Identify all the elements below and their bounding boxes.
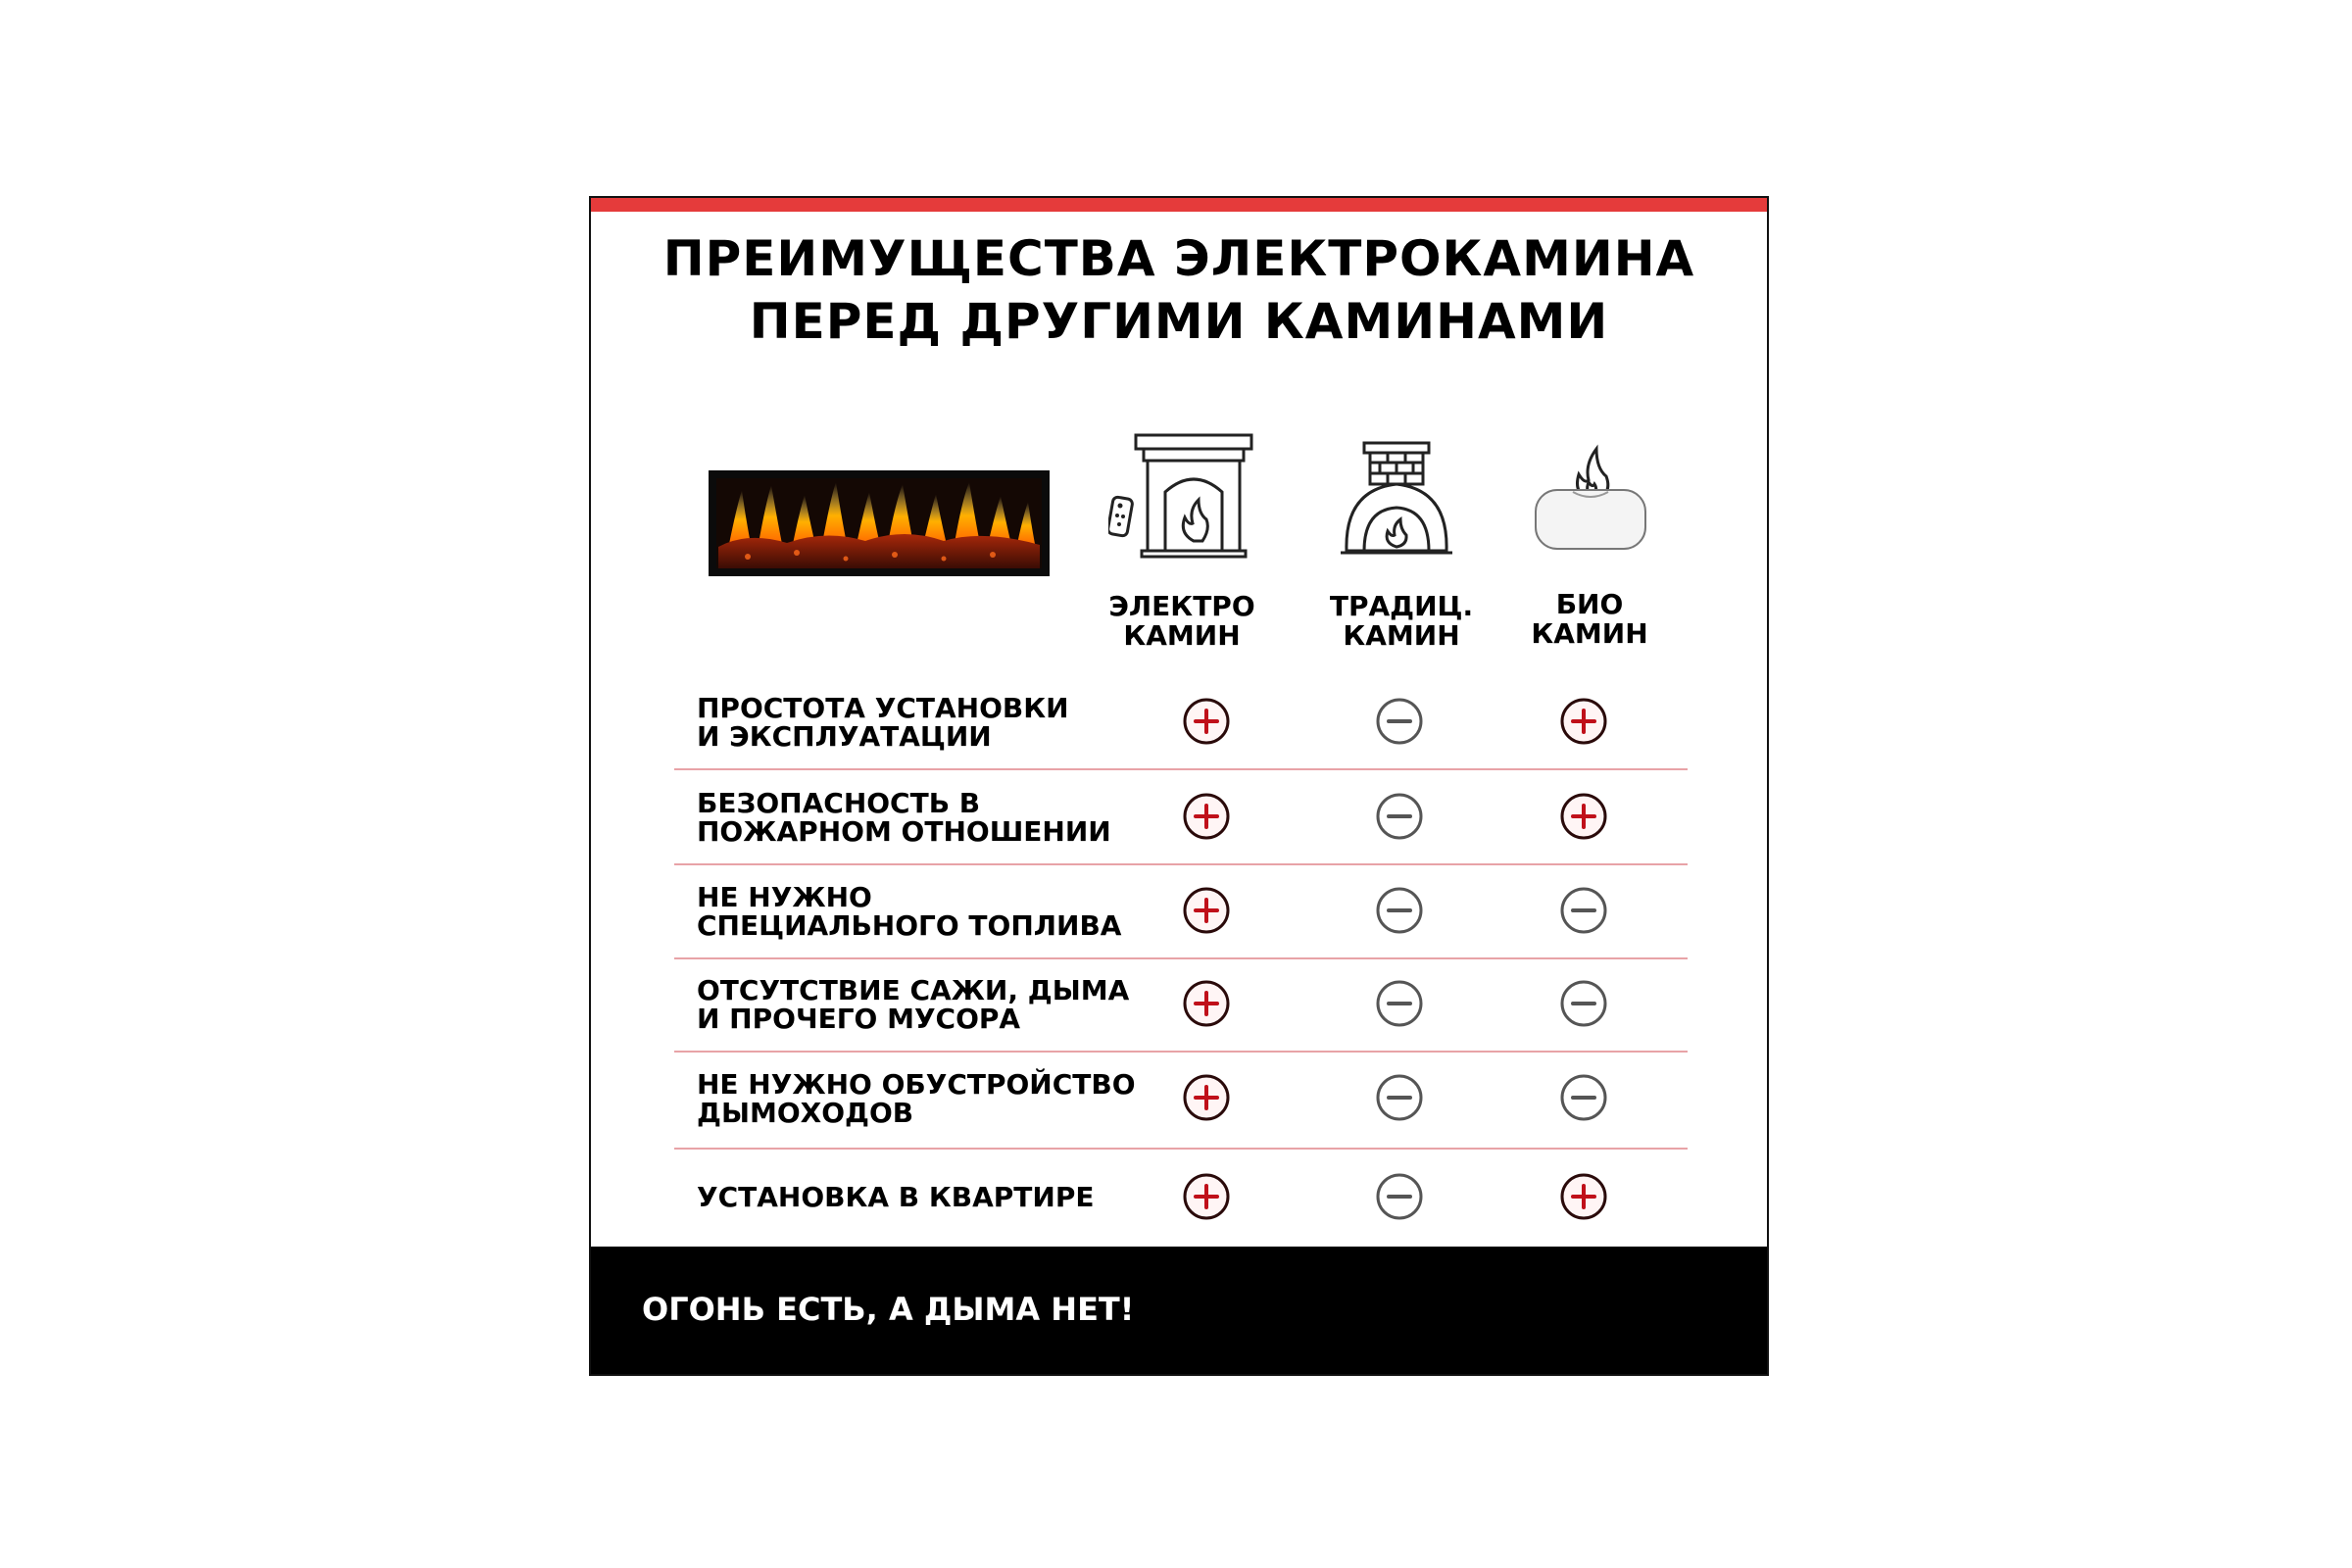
column-label-line: КАМИН: [1531, 617, 1648, 650]
row-label-line: УСТАНОВКА В КВАРТИРЕ: [697, 1181, 1095, 1213]
page-title: [591, 227, 1767, 353]
minus-icon: [1559, 979, 1608, 1028]
column-label-line: КАМИН: [1343, 619, 1460, 652]
plus-icon: [1182, 1172, 1231, 1221]
electric-fireplace-icon: [1108, 431, 1255, 559]
minus-icon: [1375, 979, 1424, 1028]
column-label-line: ЭЛЕКТРО: [1108, 590, 1255, 622]
bio-fireplace-icon: [1530, 441, 1651, 555]
row-label-line: И ЭКСПЛУАТАЦИИ: [697, 720, 992, 753]
row-label-line: ОТСУТСТВИЕ САЖИ, ДЫМА: [697, 974, 1130, 1006]
plus-icon: [1559, 697, 1608, 746]
column-label-traditional: [1303, 592, 1499, 651]
column-label-electric: [1084, 592, 1280, 651]
minus-icon: [1375, 1172, 1424, 1221]
footer-bar: [591, 1247, 1767, 1374]
title-line-2: ПЕРЕД ДРУГИМИ КАМИНАМИ: [749, 293, 1609, 350]
plus-icon: [1559, 1172, 1608, 1221]
column-label-line: БИО: [1555, 588, 1624, 620]
plus-icon: [1559, 792, 1608, 841]
plus-icon: [1182, 979, 1231, 1028]
minus-icon: [1375, 697, 1424, 746]
title-line-1: ПРЕИМУЩЕСТВА ЭЛЕКТРОКАМИНА: [662, 230, 1695, 287]
row-label-line: ДЫМОХОДОВ: [697, 1097, 914, 1129]
plus-icon: [1182, 792, 1231, 841]
row-separator: [674, 1148, 1688, 1150]
minus-icon: [1375, 1073, 1424, 1122]
plus-icon: [1182, 697, 1231, 746]
minus-icon: [1559, 886, 1608, 935]
minus-icon: [1559, 1073, 1608, 1122]
column-label-bio: [1492, 590, 1688, 649]
row-label-line: НЕ НУЖНО: [697, 881, 872, 913]
row-label-line: НЕ НУЖНО ОБУСТРОЙСТВО: [697, 1068, 1136, 1101]
row-label-line: ПРОСТОТА УСТАНОВКИ: [697, 692, 1069, 724]
row-label: [697, 976, 1129, 1033]
row-label-line: СПЕЦИАЛЬНОГО ТОПЛИВА: [697, 909, 1122, 942]
traditional-fireplace-icon: [1339, 441, 1454, 559]
comparison-card: [589, 196, 1769, 1376]
column-label-line: ТРАДИЦ.: [1329, 590, 1474, 622]
plus-icon: [1182, 1073, 1231, 1122]
row-label: [697, 883, 1121, 940]
row-separator: [674, 957, 1688, 959]
row-separator: [674, 768, 1688, 770]
minus-icon: [1375, 886, 1424, 935]
minus-icon: [1375, 792, 1424, 841]
row-label-line: ПОЖАРНОМ ОТНОШЕНИИ: [697, 815, 1111, 848]
accent-bar: [591, 198, 1767, 212]
column-label-line: КАМИН: [1123, 619, 1241, 652]
row-separator: [674, 863, 1688, 865]
row-label-line: И ПРОЧЕГО МУСОРА: [697, 1003, 1021, 1035]
row-label: [697, 694, 1069, 751]
row-label: [697, 1070, 1136, 1127]
row-separator: [674, 1051, 1688, 1053]
row-label-line: БЕЗОПАСНОСТЬ В: [697, 787, 981, 819]
row-label: [697, 1183, 1094, 1211]
plus-icon: [1182, 886, 1231, 935]
electric-fireplace-image: [709, 470, 1050, 576]
row-label: [697, 789, 1111, 846]
footer-slogan: ОГОНЬ ЕСТЬ, А ДЫМА НЕТ!: [642, 1291, 1135, 1328]
